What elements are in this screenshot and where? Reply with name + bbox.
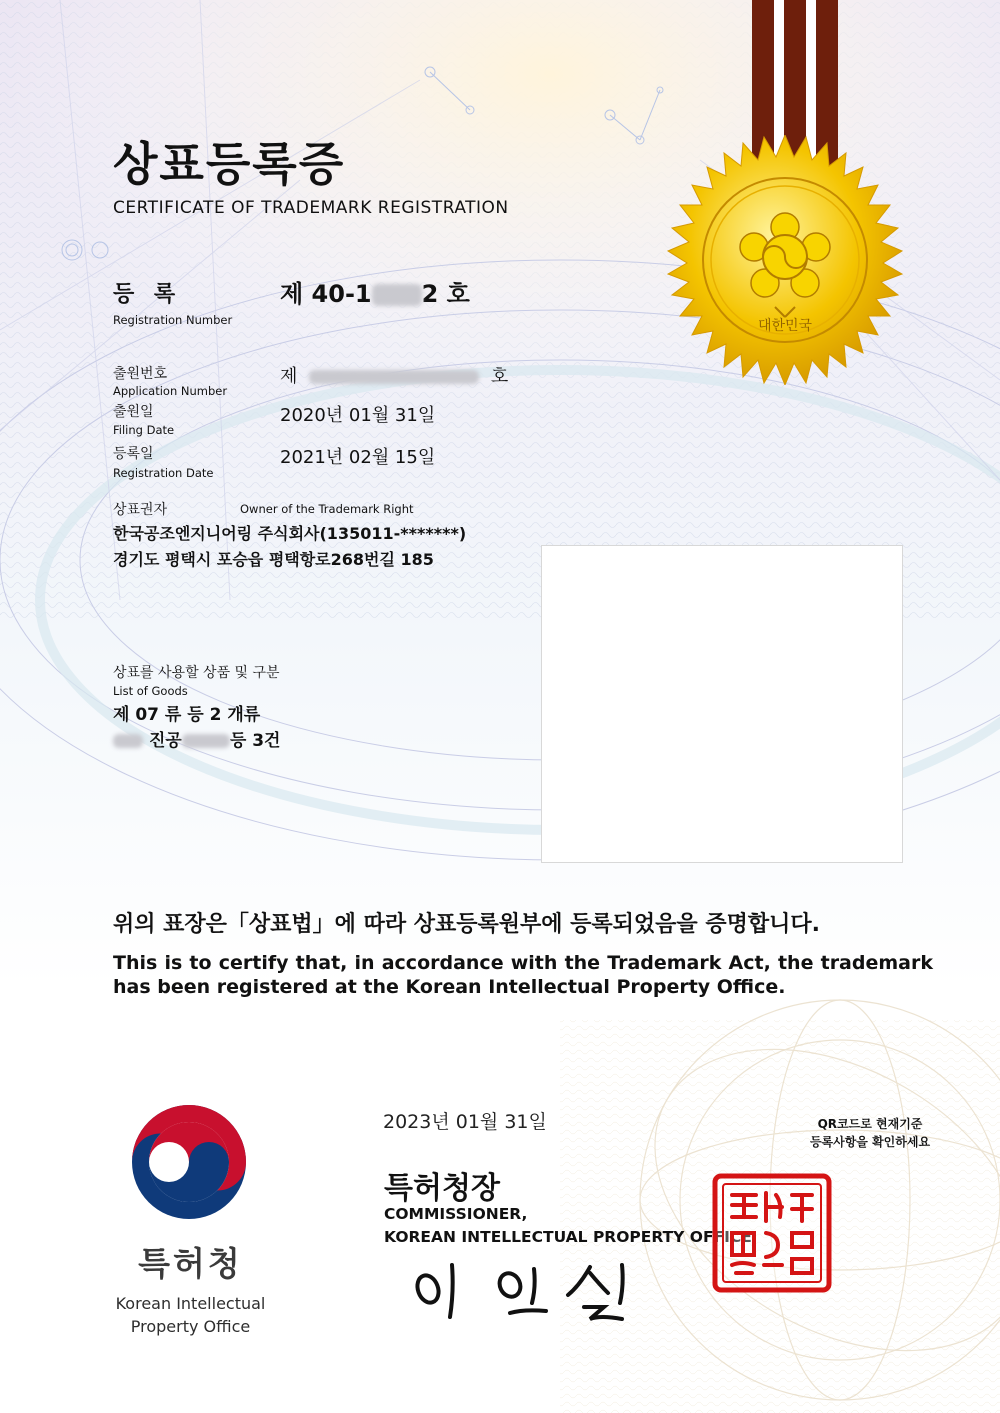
- qr-note-line2: 등록사항을 확인하세요: [809, 1135, 931, 1149]
- registration-number-label-english: Registration Number: [113, 313, 233, 327]
- redacted-block: [113, 734, 143, 748]
- commissioner-title-english-line2: KOREAN INTELLECTUAL PROPERTY OFFICE: [384, 1228, 752, 1246]
- owner-address: 경기도 평택시 포승읍 평택항로268번길 185: [113, 550, 434, 569]
- filing-date-value: 2020년 01월 31일: [280, 405, 436, 426]
- registration-date-label-english: Registration Date: [113, 466, 214, 480]
- commissioner-title-korean: 특허청장: [384, 1171, 500, 1206]
- goods-items-line: [113, 726, 280, 751]
- qr-note-line1: QR코드로 현재기준: [817, 1117, 923, 1131]
- goods-label-english: List of Goods: [113, 684, 188, 698]
- commissioner-signature: [400, 1255, 660, 1325]
- gold-medal-seal: [660, 135, 910, 385]
- owner-label: 상표권자: [113, 502, 168, 518]
- certification-statement-korean: 위의 표장은「상표법」에 따라 상표등록원부에 등록되었음을 증명합니다.: [113, 912, 820, 937]
- application-number-label-english: Application Number: [113, 384, 228, 398]
- goods-class-line: 제 07 류 등 2 개류: [113, 705, 261, 725]
- commissioner-title-english-line1: COMMISSIONER,: [384, 1205, 528, 1223]
- application-number-prefix: 제: [280, 366, 298, 387]
- registration-date-value: 2021년 02월 15일: [280, 447, 436, 468]
- kipo-logo-icon: [130, 1103, 248, 1221]
- goods-tail: 등 3건: [229, 731, 281, 751]
- registration-number-label: 등 록: [113, 282, 182, 307]
- certificate-title: 상표등록증: [113, 137, 346, 191]
- registration-number-prefix: 제 40-1: [280, 280, 372, 308]
- official-red-stamp: [712, 1173, 832, 1293]
- registration-number-suffix: 2 호: [421, 280, 470, 308]
- redacted-block: [309, 370, 479, 384]
- goods-mid: 진공: [149, 731, 182, 751]
- filing-date-label-english: Filing Date: [113, 423, 175, 437]
- application-number-label: 출원번호: [113, 366, 168, 382]
- redacted-block: [182, 734, 230, 748]
- filing-date-label: 출원일: [113, 404, 154, 420]
- application-number-value: [280, 362, 508, 388]
- goods-label: 상표를 사용할 상품 및 구분: [113, 665, 280, 681]
- application-number-suffix: 호: [490, 366, 509, 387]
- owner-name: 한국공조엔지니어링 주식회사(135011-*******): [113, 524, 467, 543]
- issue-date: 2023년 01월 31일: [383, 1111, 547, 1133]
- registration-date-label: 등록일: [113, 446, 154, 462]
- certification-statement-english: This is to certify that, in accordance with the Trademark Act, the trademark has been registered at the Korean Intellectual Property Office.: [113, 952, 933, 998]
- kipo-name-korean: 특허청: [138, 1244, 243, 1283]
- certificate-title-english: CERTIFICATE OF TRADEMARK REGISTRATION: [113, 198, 509, 218]
- redacted-block: [372, 284, 422, 306]
- registration-number-value: [280, 274, 470, 309]
- kipo-name-english: [98, 1292, 283, 1338]
- medal-text: 대한민국: [757, 318, 813, 334]
- trademark-image-box: [541, 545, 903, 863]
- kipo-name-english-line1: Korean Intellectual: [115, 1294, 266, 1313]
- owner-label-english: Owner of the Trademark Right: [240, 502, 414, 516]
- qr-note: [790, 1115, 950, 1151]
- kipo-name-english-line2: Property Office: [130, 1317, 251, 1336]
